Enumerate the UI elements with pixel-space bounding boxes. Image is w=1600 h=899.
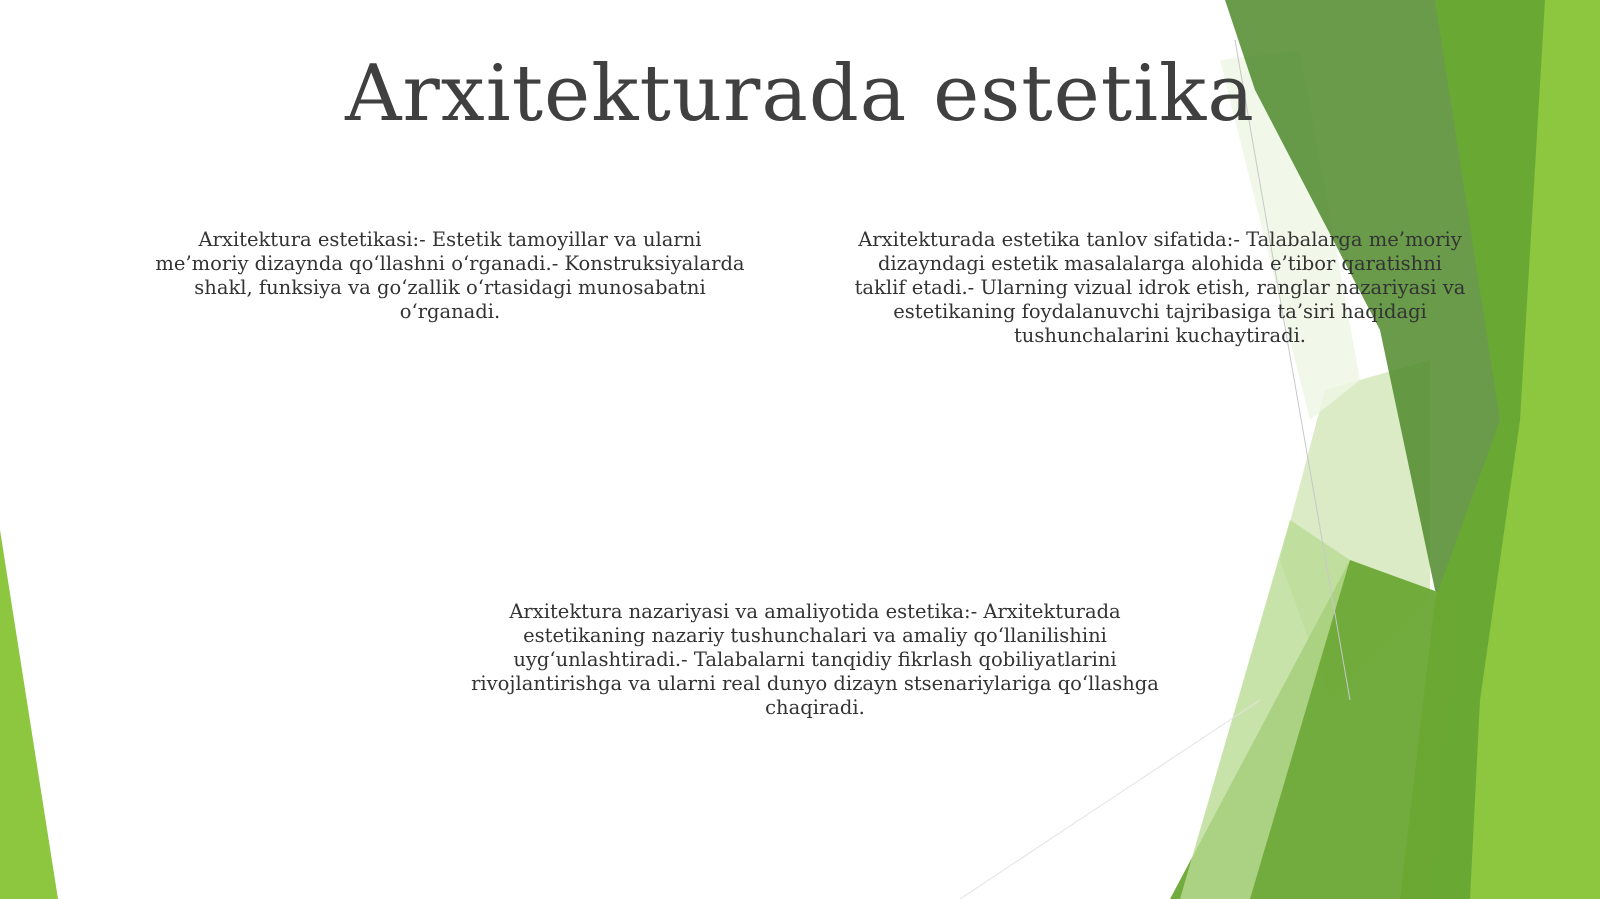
left-green-band (0, 530, 58, 899)
paragraph-architecture-aesthetics: Arxitektura estetikasi:- Estetik tamoyillar va ularni me’moriy dizaynda qo‘llashni o‘rganadi.- Konstruksiyalarda shakl, funksiya va go‘zallik o‘rtasidagi munosabatni o‘rganadi. (155, 228, 745, 323)
paragraph-theory-and-practice: Arxitektura nazariyasi va amaliyotida estetika:- Arxitekturada estetikaning nazariy tushunchalari va amaliy qo‘llanilishini uyg‘unlashtiradi.- Talabalarni tanqidiy fikrlash qobiliyatlarini rivojlantirishga va ularni real dunyo dizayn stsenariylariga qo‘llashga chaqiradi. (471, 600, 1159, 719)
slide-title: Arxitekturada estetika (345, 49, 1255, 139)
paragraph-aesthetics-as-elective: Arxitekturada estetika tanlov sifatida:- Talabalarga me’moriy dizayndagi estetik masalalarga alohida e’tibor qaratishni taklif etadi.- Ularning vizual idrok etish, ranglar nazariyasi va estetikaning foydalanuvchi tajribasiga ta’siri haqidagi tushunchalarini kuchaytiradi. (854, 228, 1466, 347)
